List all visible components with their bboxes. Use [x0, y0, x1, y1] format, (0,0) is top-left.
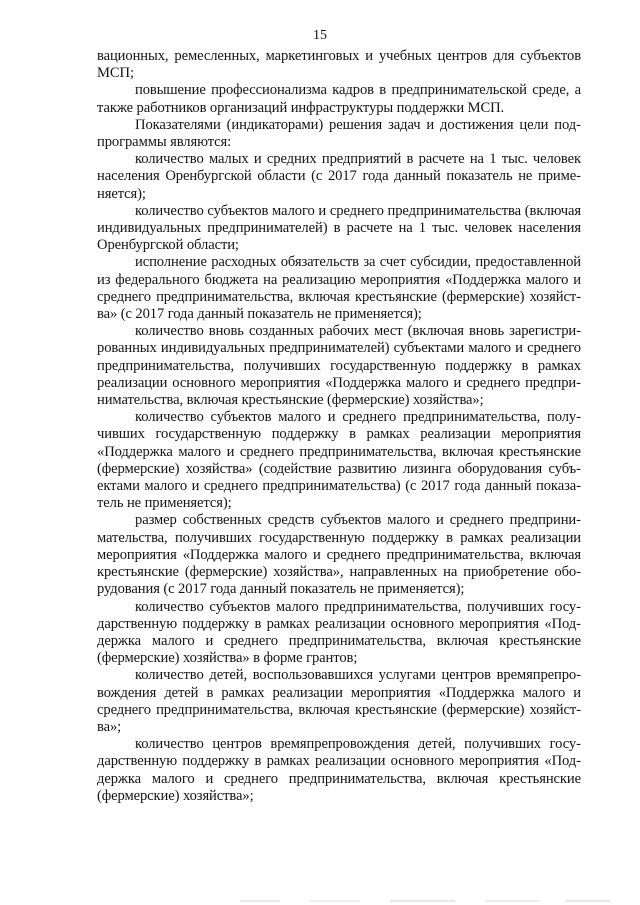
paragraph: количество малых и средних предприятий в расчете на 1 тыс. человек населения Оренбургской области (с 2017 года данный показатель не применяется);	[97, 151, 581, 202]
paragraph: количество субъектов малого предпринимательства, получивших государственную поддержку в рамках реализации основного мероприятия «Поддержка малого и среднего предпринимательства, включая крестьянские (фермерские) хозяйства» в форме грантов;	[97, 598, 581, 667]
paragraph: вационных, ремесленных, маркетинговых и учебных центров для субъектов МСП;	[97, 48, 581, 82]
paragraph: Показателями (индикаторами) решения задач и достижения цели подпрограммы являются:	[97, 116, 581, 151]
paragraph: количество субъектов малого и среднего предпринимательства, получивших государственную поддержку в рамках реализации мероприятия «Поддержка малого и среднего предпринимательства, включая крестьянские (фермерские) хозяйства» (содействие развитию лизинга оборудования субъектами малого и среднего предпринимательства) (с 2017 года данный показатель не применяется);	[97, 409, 581, 512]
paragraph: количество центров времяпрепровождения детей, получивших государственную поддержку в рамках реализации основного мероприятия «Поддержка малого и среднего предпринимательства, включая крестьянские (фермерские) хозяйства»;	[97, 736, 581, 804]
paragraph: размер собственных средств субъектов малого и среднего предпринимательства, получивших государственную поддержку в рамках реализации мероприятия «Поддержка малого и среднего предпринимательства, включая крестьянские (фермерские) хозяйства», направленных на приобретение оборудования (с 2017 года данный показатель не применяется);	[97, 512, 581, 598]
page-number: 15	[313, 28, 327, 43]
scan-edge-artifact	[240, 898, 610, 904]
paragraph: количество вновь созданных рабочих мест (включая вновь зарегистрированных индивидуальных предпринимателей) субъектами малого и среднего предпринимательства, получивших государственную поддержку в рамках реализации основного мероприятия «Поддержка малого и среднего предпринимательства, включая крестьянские (фермерские) хозяйства»;	[97, 323, 581, 409]
paragraph: повышение профессионализма кадров в предпринимательской среде, а также работников организаций инфраструктуры поддержки МСП.	[97, 82, 581, 116]
paragraph: исполнение расходных обязательств за счет субсидии, предоставленной из федерального бюджета на реализацию мероприятия «Поддержка малого и среднего предпринимательства, включая крестьянские (фермерские) хозяйства» (с 2017 года данный показатель не применяется);	[97, 254, 581, 323]
document-body	[97, 48, 581, 805]
paragraph: количество детей, воспользовавшихся услугами центров времяпрепровождения детей в рамках реализации мероприятия «Поддержка малого и среднего предпринимательства, включая крестьянские (фермерские) хозяйства»;	[97, 667, 581, 735]
paragraph: количество субъектов малого и среднего предпринимательства (включая индивидуальных предпринимателей) в расчете на 1 тыс. человек населения Оренбургской области;	[97, 202, 581, 254]
